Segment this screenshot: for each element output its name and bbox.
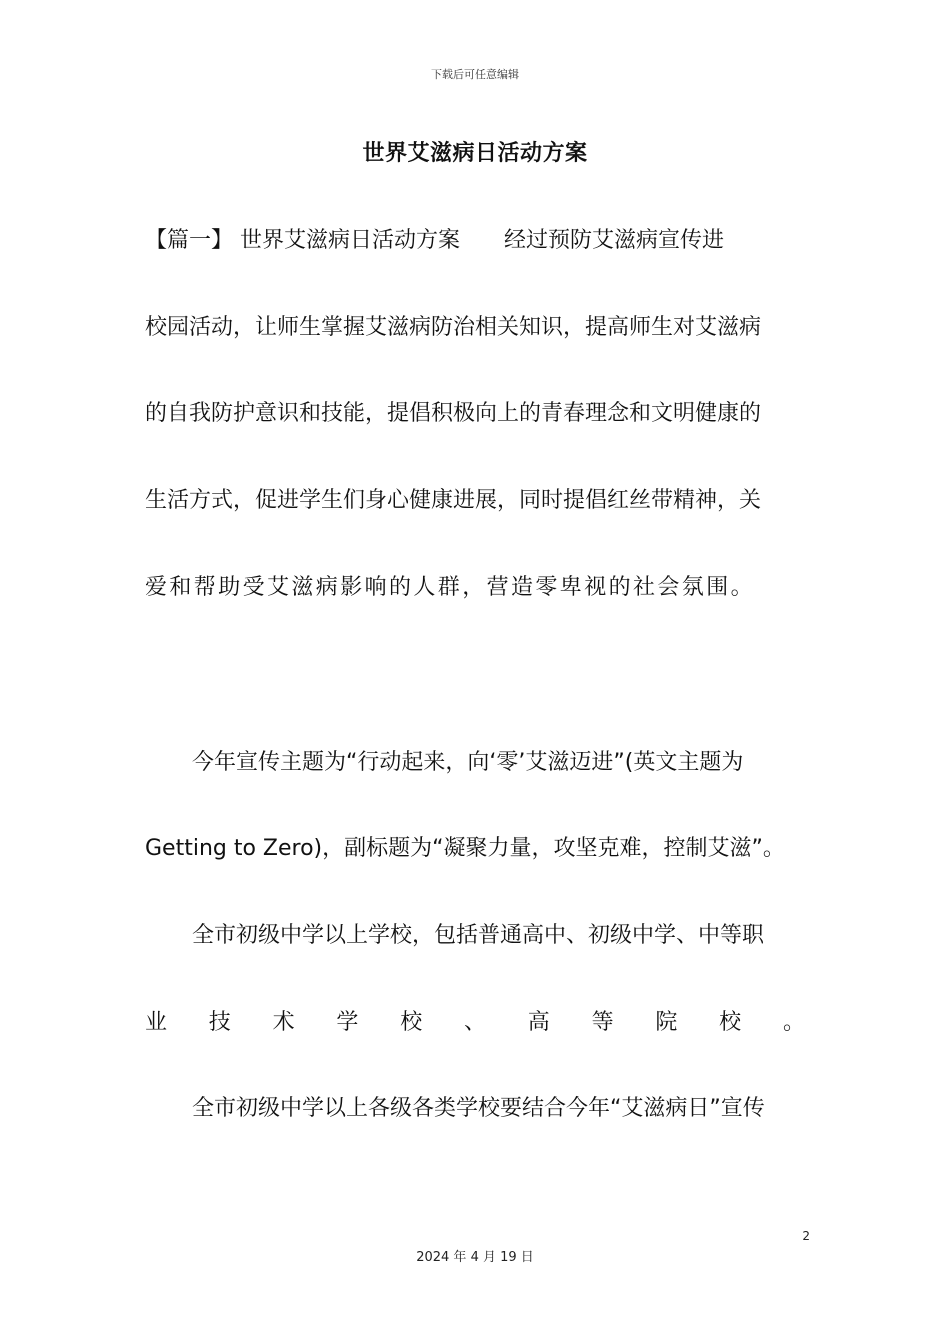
scope-char: 。 [782,1010,805,1035]
section-label: 【篇一】 [145,228,234,253]
scope-char: 技 [208,1010,231,1035]
page-number: 2 [802,1229,810,1243]
scope-line-2 [145,1008,805,1038]
scope-char: 院 [655,1010,678,1035]
scope-char: 术 [272,1010,295,1035]
intro-line-3: 的自我防护意识和技能，提倡积极向上的青春理念和文明健康的 [145,401,762,426]
requirement-line-1: 全市初级中学以上各级各类学校要结合今年“艾滋病日”宣传 [192,1096,765,1121]
intro-line-4: 生活方式，促进学生们身心健康进展，同时提倡红丝带精神，关 [145,488,762,513]
scope-char: 业 [145,1010,168,1035]
document-title: 世界艾滋病日活动方案 [362,141,588,166]
intro-line-5: 爱和帮助受艾滋病影响的人群，营造零卑视的社会氛围。 [145,575,756,600]
scope-char: 、 [463,1010,486,1035]
section-title: 世界艾滋病日活动方案 [240,228,461,253]
intro-line-2: 校园活动，让师生掌握艾滋病防治相关知识，提高师生对艾滋病 [145,315,762,340]
scope-char: 学 [336,1010,359,1035]
scope-char: 高 [527,1010,550,1035]
scope-char: 校 [400,1010,423,1035]
theme-line-2: Getting to Zero)，副标题为“凝聚力量，攻坚克难，控制艾滋”。 [145,836,785,861]
footer-date: 2024 年 4 月 19 日 [416,1250,534,1265]
theme-line-1: 今年宣传主题为“行动起来，向‘零’艾滋迈进”(英文主题为 [192,750,744,775]
header-note: 下载后可任意编辑 [431,68,519,81]
scope-line-1: 全市初级中学以上学校，包括普通高中、初级中学、中等职 [192,923,765,948]
scope-char: 校 [719,1010,742,1035]
intro-line-1 [145,226,805,256]
intro-line-1-rest: 经过预防艾滋病宣传进 [504,228,725,253]
scope-char: 等 [591,1010,614,1035]
